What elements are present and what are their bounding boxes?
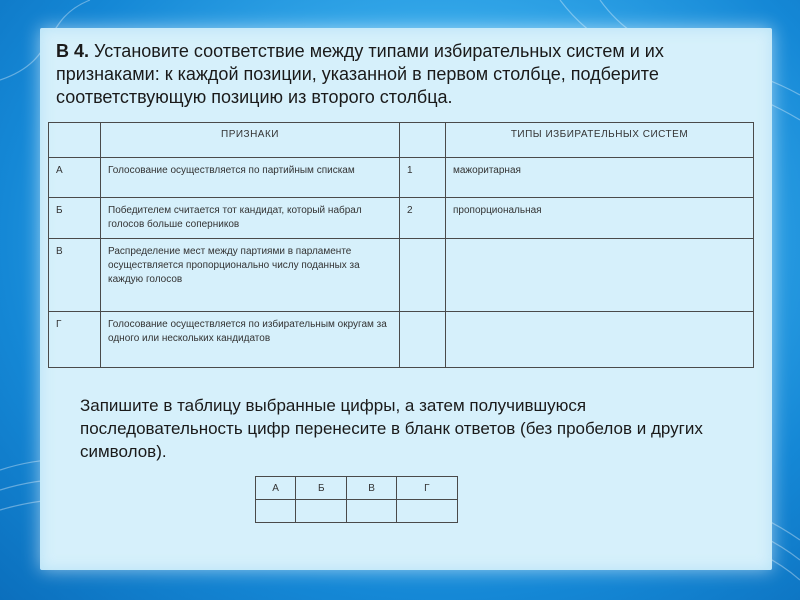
table-row [49,312,754,368]
row-number: 2 [400,198,446,239]
row-letter: В [49,239,101,312]
header-types: ТИПЫ ИЗБИРАТЕЛЬНЫХ СИСТЕМ [446,123,754,158]
row-type: пропорциональная [446,198,754,239]
answer-cell-b[interactable] [296,500,347,523]
matching-table [48,122,754,368]
row-feature: Голосование осуществляется по избирательным округам за одного или нескольких кандидатов [101,312,400,368]
table-row [49,158,754,198]
row-letter: Г [49,312,101,368]
question-text: Установите соответствие между типами избирательных систем и их признаками: к каждой позиции, указанной в первом столбце, подберите соответствующую позицию из второго столбца. [56,41,664,107]
row-type [446,312,754,368]
row-number: 1 [400,158,446,198]
row-number [400,239,446,312]
row-letter: Б [49,198,101,239]
answer-header-v: В [347,477,396,500]
row-type: мажоритарная [446,158,754,198]
answer-table [255,476,458,523]
row-feature: Голосование осуществляется по партийным спискам [101,158,400,198]
table-row [49,198,754,239]
instruction-text: Запишите в таблицу выбранные цифры, а затем получившуюся последовательность цифр перенесите в бланк ответов (без пробелов и других символов). [80,396,703,461]
answer-header-a: А [256,477,296,500]
row-number [400,312,446,368]
answer-header-b: Б [296,477,347,500]
table-row [49,239,754,312]
row-letter: А [49,158,101,198]
row-feature: Победителем считается тот кандидат, который набрал голосов больше соперников [101,198,400,239]
header-letter [49,123,101,158]
table-header-row [49,123,754,158]
header-features: ПРИЗНАКИ [101,123,400,158]
answer-header-g: Г [396,477,457,500]
question-number: В 4. [56,41,90,61]
answer-cell-a[interactable] [256,500,296,523]
answer-input-row [256,500,458,523]
row-type [446,239,754,312]
answer-header-row [256,477,458,500]
question-heading [56,40,756,109]
answer-cell-v[interactable] [347,500,396,523]
header-number [400,123,446,158]
answer-cell-g[interactable] [396,500,457,523]
row-feature: Распределение мест между партиями в парламенте осуществляется пропорционально числу поданных за каждую голосов [101,239,400,312]
